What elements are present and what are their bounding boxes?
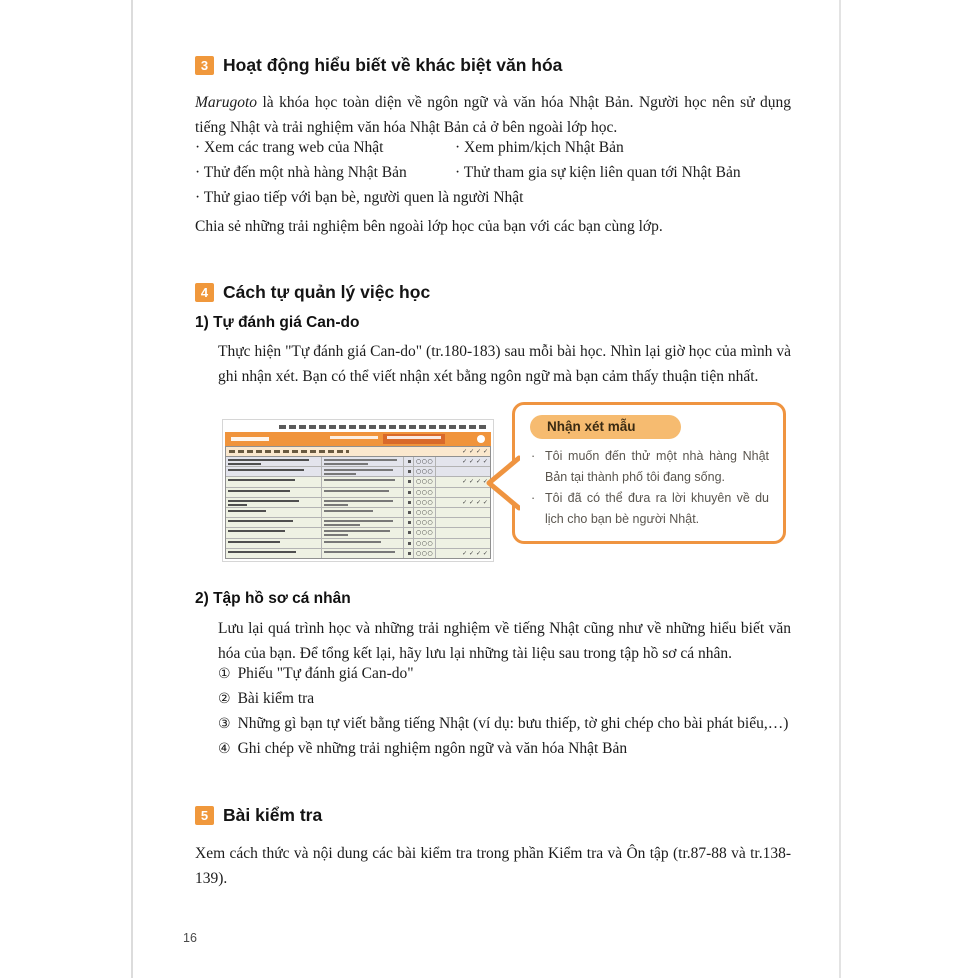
portfolio-item-text: Phiếu "Tự đánh giá Can-do" xyxy=(237,665,414,682)
course-name-italic: Marugoto xyxy=(195,94,257,111)
rating-circles: ○○○ xyxy=(415,488,434,496)
cando-sheet-column-header xyxy=(225,446,491,456)
cando-sheet-row xyxy=(226,466,490,476)
cando-sheet-row xyxy=(226,497,490,507)
sheet-badge-icon xyxy=(477,435,485,443)
portfolio-item-text: Bài kiểm tra xyxy=(237,690,315,707)
check-marks: ✓ ✓ ✓ ✓ xyxy=(462,549,488,557)
rating-circles: ○○○ xyxy=(415,509,434,517)
portfolio-item xyxy=(218,689,314,709)
callout-item-text: Tôi muốn đến thử một nhà hàng Nhật Bản tại thành phố tôi đang sống. xyxy=(545,449,769,484)
section-3-intro-text: là khóa học toàn diện về ngôn ngữ và văn hóa Nhật Bản. Người học nên sử dụng tiếng Nhật và trải nghiệm văn hóa Nhật Bản cả ở bên ngoài lớp học. xyxy=(195,94,791,136)
page-edge-left xyxy=(131,0,133,978)
circled-number: ④ xyxy=(218,741,231,757)
cando-sheet-thumbnail xyxy=(222,419,494,562)
callout-item xyxy=(531,446,769,488)
section-5-title: Bài kiểm tra xyxy=(223,805,323,825)
rating-circles: ○○○ xyxy=(415,468,434,476)
section-3-intro xyxy=(195,90,791,140)
sample-comment-callout xyxy=(512,402,786,544)
rating-circles: ○○○ xyxy=(415,539,434,547)
page-edge-right xyxy=(839,0,841,978)
page-number: 16 xyxy=(183,931,197,945)
section-3-title: Hoạt động hiểu biết về khác biệt văn hóa xyxy=(223,55,563,75)
cando-sheet-rows xyxy=(225,456,491,559)
bullet-item: · Thử giao tiếp với bạn bè, người quen là người Nhật xyxy=(195,189,524,206)
portfolio-item xyxy=(218,714,788,734)
cando-sheet-row xyxy=(226,457,490,466)
callout-bullet: · xyxy=(531,491,536,505)
bullet-item: · Thử tham gia sự kiện liên quan tới Nhật Bản xyxy=(455,164,741,181)
subsection-2-text: Lưu lại quá trình học và những trải nghiệm về tiếng Nhật cũng như về những hiểu biết văn hóa của bạn. Để tổng kết lại, hãy lưu lại những tài liệu sau trong tập hồ sơ cá nhân. xyxy=(218,620,791,662)
check-marks: ✓ ✓ ✓ ✓ xyxy=(462,448,488,455)
cando-sheet-row xyxy=(226,487,490,497)
rating-circles: ○○○ xyxy=(415,478,434,486)
circled-number: ① xyxy=(218,666,231,682)
section-4-badge: 4 xyxy=(195,283,214,302)
callout-item-text: Tôi đã có thể đưa ra lời khuyên về du lịch cho bạn bè người Nhật. xyxy=(545,491,769,526)
section-4-title: Cách tự quản lý việc học xyxy=(223,282,431,302)
cando-sheet-row xyxy=(226,527,490,537)
subsection-2-title: 2) Tập hồ sơ cá nhân xyxy=(195,590,351,607)
bullet-item: · Xem phim/kịch Nhật Bản xyxy=(455,139,624,156)
rating-circles: ○○○ xyxy=(415,529,434,537)
callout-tail-pointer xyxy=(486,455,520,511)
cando-sheet-row xyxy=(226,517,490,527)
section-5-badge: 5 xyxy=(195,806,214,825)
cando-sheet-row xyxy=(226,548,490,558)
callout-bullet: · xyxy=(531,449,536,463)
section-5-heading xyxy=(195,805,322,825)
section-4-heading xyxy=(195,282,430,302)
portfolio-item xyxy=(218,664,414,684)
portfolio-item-text: Những gì bạn tự viết bằng tiếng Nhật (ví dụ: bưu thiếp, tờ ghi chép cho bài phát biểu,…) xyxy=(237,715,789,732)
circled-number: ③ xyxy=(218,716,231,732)
callout-item xyxy=(531,488,769,530)
section-5-text: Xem cách thức và nội dung các bài kiểm tra trong phần Kiểm tra và Ôn tập (tr.87-88 và tr.138-139). xyxy=(195,845,791,887)
portfolio-item-text: Ghi chép về những trải nghiệm ngôn ngữ và văn hóa Nhật Bản xyxy=(237,740,628,757)
subsection-1-title: 1) Tự đánh giá Can-do xyxy=(195,314,360,331)
rating-circles: ○○○ xyxy=(415,498,434,506)
subsection-1-text: Thực hiện "Tự đánh giá Can-do" (tr.180-183) sau mỗi bài học. Nhìn lại giờ học của mình và ghi nhận xét. Bạn có thể viết nhận xét bằng ngôn ngữ mà bạn cảm thấy thuận tiện nhất. xyxy=(218,343,791,385)
section-3-badge: 3 xyxy=(195,56,214,75)
section-3-heading xyxy=(195,55,562,75)
portfolio-item xyxy=(218,739,627,759)
cando-sheet-row xyxy=(226,507,490,517)
cando-sheet-header-text xyxy=(223,420,493,432)
check-marks: ✓ ✓ ✓ ✓ xyxy=(462,478,488,486)
cando-sheet-row xyxy=(226,476,490,486)
rating-circles: ○○○ xyxy=(415,519,434,527)
rating-circles: ○○○ xyxy=(415,458,434,465)
check-marks: ✓ ✓ ✓ ✓ xyxy=(462,458,488,465)
circled-number: ② xyxy=(218,691,231,707)
bullet-item: · Xem các trang web của Nhật xyxy=(195,139,384,156)
bullet-item: · Thử đến một nhà hàng Nhật Bản xyxy=(195,164,407,181)
rating-circles: ○○○ xyxy=(415,549,434,557)
cando-sheet-row xyxy=(226,538,490,548)
check-marks: ✓ ✓ ✓ ✓ xyxy=(462,498,488,506)
section-3-closing: Chia sẻ những trải nghiệm bên ngoài lớp học của bạn với các bạn cùng lớp. xyxy=(195,218,663,235)
thumbnail-fineprint xyxy=(279,425,489,429)
callout-title-pill: Nhận xét mẫu xyxy=(530,415,681,439)
cando-sheet-title-band xyxy=(225,432,491,446)
